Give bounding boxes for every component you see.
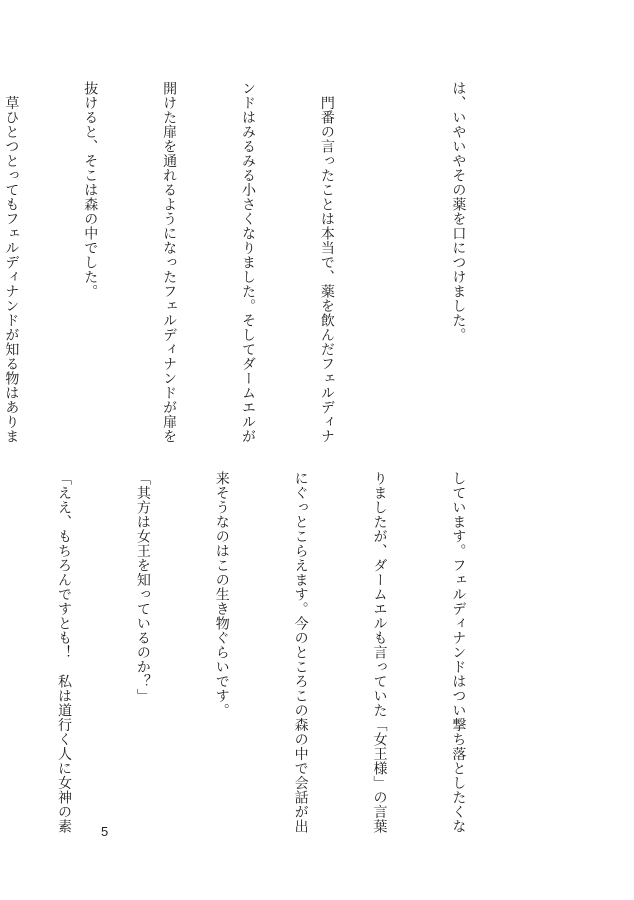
text-line: ンドはみるみる小さくなりました。そしてダームエルが <box>240 81 257 444</box>
text-line: 門番の言ったことは本当で、薬を飲んだフェルディナ <box>318 81 335 444</box>
bottom-text-block <box>55 471 524 834</box>
text-line: 抜けると、そこは森の中でした。 <box>82 81 99 299</box>
text-line: 「ええ、もちろんですとも！ 私は道行く人に女神の素 <box>55 471 72 834</box>
text-line: 「其方は女王を知っているのか？」 <box>134 471 151 703</box>
text-line: にぐっとこらえます。今のところこの森の中で会話が出 <box>292 471 309 834</box>
text-line: 開けた扉を通れるようになったフェルディナンドが扉を <box>161 81 178 444</box>
text-line: 草ひとつとってもフェルディナンドが知る物はありま <box>3 81 20 444</box>
text-line: は、いやいやその薬を口につけました。 <box>450 81 467 342</box>
top-text-block <box>3 81 524 444</box>
text-line: りましたが、ダームエルも言っていた「女王様」の言葉 <box>371 471 388 834</box>
text-line: 来そうなのはこの生き物ぐらいです。 <box>213 471 230 718</box>
page-number: 5 <box>101 824 109 839</box>
text-line: しています。フェルディナンドはつい撃ち落としたくな <box>450 471 467 834</box>
